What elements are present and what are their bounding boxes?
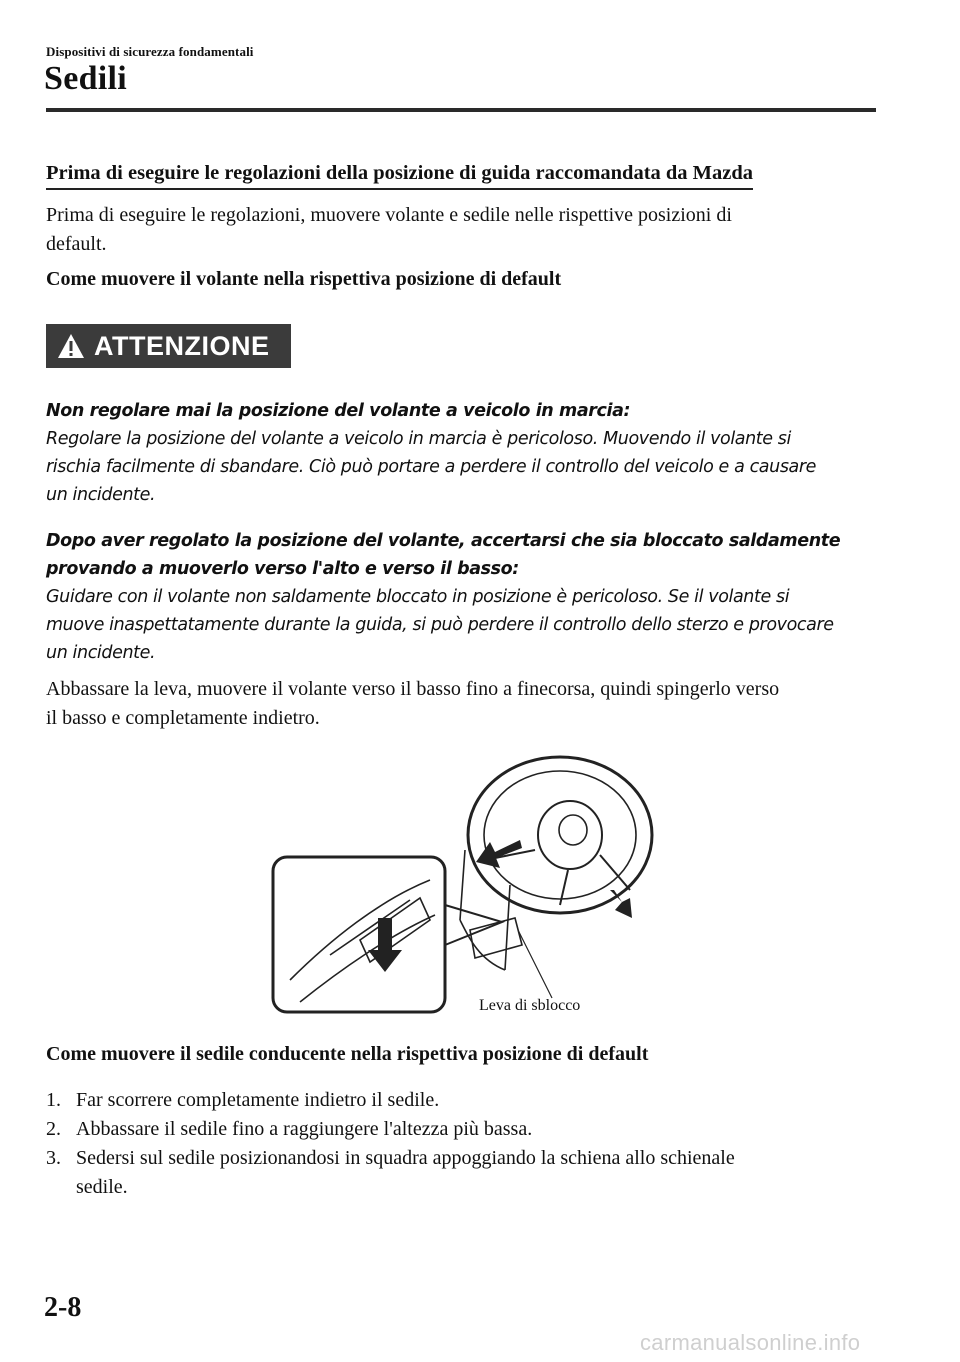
warning-item-line: Regolare la posizione del volante a veicolo in marcia è pericoloso. Muovendo il volante si	[46, 429, 791, 449]
steering-instruction	[46, 675, 866, 733]
inset-lever	[290, 880, 435, 1002]
warning-item-line: rischia facilmente di sbandare. Ciò può portare a perdere il controllo del veicolo e a causare	[46, 457, 817, 477]
header-rule	[46, 108, 876, 112]
list-item-number	[46, 1173, 76, 1202]
warning-badge-label: ATTENZIONE	[94, 330, 270, 361]
warning-item-title: Dopo aver regolato la posizione del volante, accertarsi che sia bloccato saldamente	[46, 531, 841, 551]
warning-item-line: un incidente.	[46, 485, 156, 505]
instruction-line: Abbassare la leva, muovere il volante verso il basso fino a finecorsa, quindi spingerlo verso	[46, 678, 780, 700]
warning-item-title: Non regolare mai la posizione del volante a veicolo in marcia:	[46, 401, 631, 421]
page-number: 2-8	[44, 1292, 82, 1323]
steering-subheading: Come muovere il volante nella rispettiva posizione di default	[46, 268, 562, 290]
steering-wheel-illustration	[270, 740, 660, 1030]
instruction-line: il basso e completamente indietro.	[46, 707, 320, 729]
section-title: Sedili	[44, 60, 128, 97]
steering-column	[460, 850, 510, 970]
intro-paragraph	[46, 201, 866, 259]
list-item-text: Far scorrere completamente indietro il sedile.	[76, 1089, 440, 1111]
watermark: carmanualsonline.info	[640, 1330, 861, 1355]
list-item-text: Abbassare il sedile fino a raggiungere l'altezza più bassa.	[76, 1118, 533, 1140]
warning-badge	[46, 324, 291, 368]
steering-wheel-hub	[538, 801, 602, 869]
intro-line: default.	[46, 233, 107, 255]
main-heading: Prima di eseguire le regolazioni della posizione di guida raccomandata da Mazda	[46, 162, 753, 190]
section-label: Dispositivi di sicurezza fondamentali	[46, 44, 254, 59]
warning-item-line: Guidare con il volante non saldamente bloccato in posizione è pericoloso. Se il volante si	[46, 587, 790, 607]
list-item	[46, 1086, 876, 1115]
list-item-number: 1.	[46, 1089, 61, 1111]
warning-item-line: un incidente.	[46, 643, 156, 663]
figure-caption: Leva di sblocco	[479, 997, 581, 1014]
intro-line: Prima di eseguire le regolazioni, muovere volante e sedile nelle rispettive posizioni di	[46, 204, 732, 226]
list-item	[46, 1144, 876, 1173]
caption-leader	[518, 930, 552, 998]
warning-item-line: muove inaspettatamente durante la guida, si può perdere il controllo dello sterzo e provocare	[46, 615, 834, 635]
callout-wedge	[445, 905, 502, 945]
seat-subheading: Come muovere il sedile conducente nella rispettiva posizione di default	[46, 1043, 649, 1065]
list-item-number: 2.	[46, 1118, 61, 1140]
list-item-text: Sedersi sul sedile posizionandosi in squadra appoggiando la schiena allo schienale	[76, 1147, 735, 1169]
warning-item-1	[46, 397, 886, 509]
warning-triangle-icon	[56, 332, 86, 360]
list-item	[46, 1115, 876, 1144]
seat-steps-list	[46, 1086, 876, 1202]
list-item-number: 3.	[46, 1147, 61, 1169]
list-item	[46, 1173, 876, 1202]
warning-item-2	[46, 527, 886, 667]
warning-item-title: provando a muoverlo verso l'alto e verso il basso:	[46, 559, 519, 579]
list-item-text: sedile.	[76, 1176, 128, 1198]
